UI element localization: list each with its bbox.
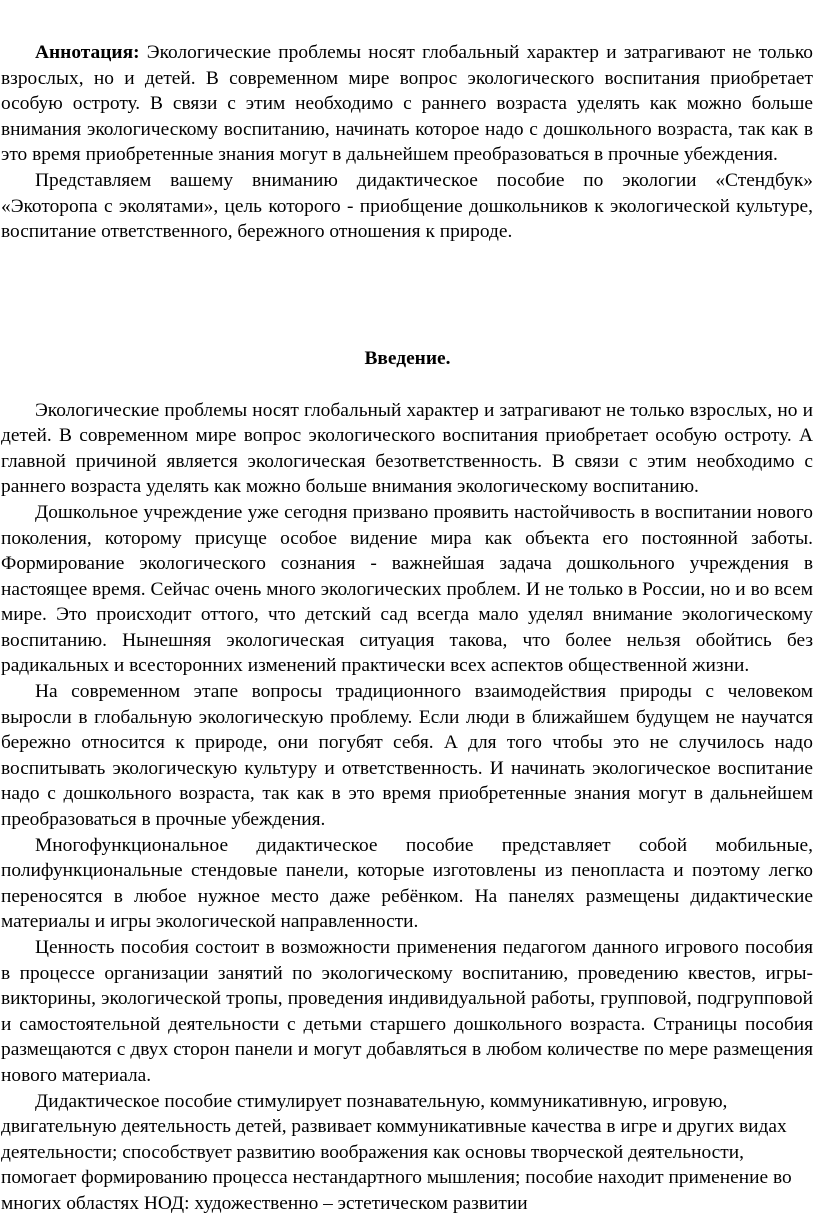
introduction-title: Введение. [364,348,451,370]
annotation-label: Аннотация: [35,42,140,63]
title-spacer [1,372,813,398]
intro-paragraph-4: Многофункциональное дидактическое пособие представляет собой мобильные, полифункциональные стендовые панели, которые изготовлены из пенопласта и поэтому легко переносятся в любое нужное место даже ребёнком. На панелях размещены дидактические материалы и игры экологической направленности. [1,834,813,933]
intro-paragraph-5: Ценность пособия состоит в возможности применения педагогом данного игрового пособия в процессе организации занятий по экологическому воспитанию, проведению квестов, игры-викторины, экологической тропы, проведения индивидуальной работы, групповой, подгрупповой и самостоятельной деятельности с детьми старшего дошкольного возраста. Страницы пособия размещаются с двух сторон панели и могут добавляться в любом количестве по мере размещения нового материала. [1,937,813,1086]
intro-paragraph-2: Дошкольное учреждение уже сегодня призвано проявить настойчивость в воспитании нового поколения, которому присуще особое видение мира как объекта его постоянной заботы. Формирование экологического сознания - важнейшая задача дошкольного учреждения в настоящее время. Сейчас очень много экологических проблем. И не только в России, но и во всем мире. Это происходит оттого, что детский сад всегда мало уделял внимание экологическому воспитанию. Нынешняя экологическая ситуация такова, что более нельзя обойтись без радикальных и всесторонних изменений практически всех аспектов общественной жизни. [1,501,813,677]
document-body [0,40,816,1217]
annotation-paragraph-1 [1,40,813,168]
intro-paragraph-1: Экологические проблемы носят глобальный характер и затрагивают не только взрослых, но и детей. В современном мире вопрос экологического воспитания приобретает особую остроту. А главной причиной является экологическая безответственность. В связи с этим необходимо с раннего возраста уделять как можно больше внимания экологическому воспитанию. [1,399,813,498]
annotation-paragraph-2: Представляем вашему вниманию дидактическое пособие по экологии «Стендбук» «Экоторопа с эколятами», цель которого - приобщение дошкольников к экологической культуре, воспитание ответственного, бережного отношения к природе. [1,169,813,243]
section-spacer [1,245,813,321]
intro-paragraph-3: На современном этапе вопросы традиционного взаимодействия природы с человеком выросли в глобальную экологическую проблему. Если люди в ближайшем будущем не научатся бережно относится к природе, они погубят себя. А для того чтобы это не случилось надо воспитывать экологическую культуру и ответственность. И начинать экологическое воспитание надо с дошкольного возраста, так как в это время приобретенные знания могут в дальнейшем преобразоваться в прочные убеждения. [1,681,813,831]
annotation-text-1: Экологические проблемы носят глобальный характер и затрагивают не только взрослых, но и детей. В современном мире вопрос экологического воспитания приобретает особую остроту. В связи с этим необходимо с раннего возраста уделять как можно больше внимания экологическому воспитанию, начинать которое надо с дошкольного возраста, так как в это время приобретенные знания могут в дальнейшем преобразоваться в прочные убеждения. [1,42,813,166]
spacer-line [1,321,813,347]
intro-paragraph-6: Дидактическое пособие стимулирует познавательную, коммуникативную, игровую, двигательную деятельность детей, развивает коммуникативные качества в игре и других видах деятельности; способствует развитию воображения как основы творческой деятельности, помогает формированию процесса нестандартного мышления; пособие находит применение во многих областях НОД: художественно – эстетическом развитии [1,1090,792,1214]
